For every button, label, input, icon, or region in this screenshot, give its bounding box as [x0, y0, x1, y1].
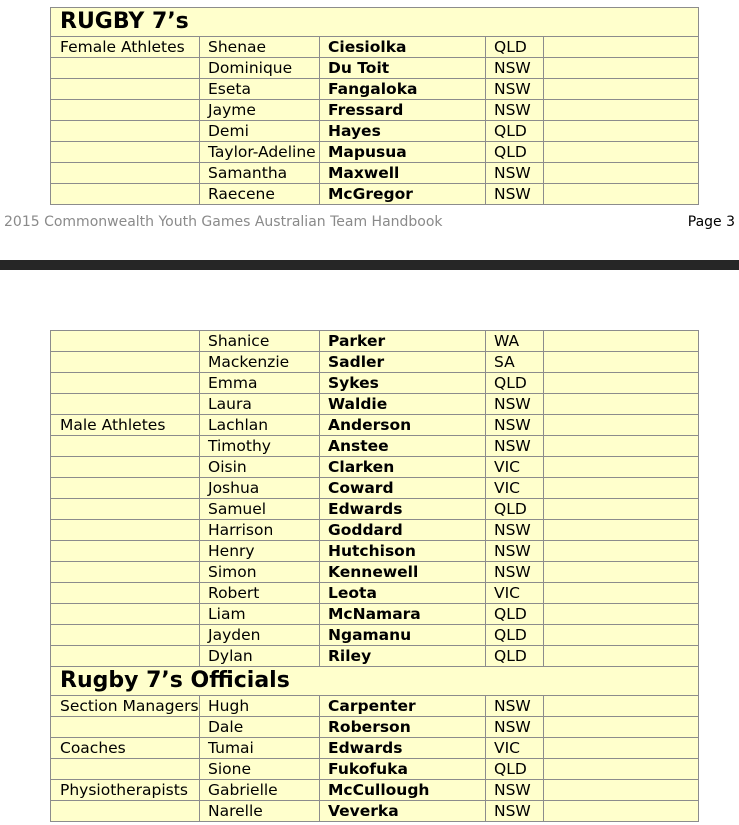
roster-row — [51, 163, 699, 184]
first-name: Dale — [200, 717, 320, 738]
state: QLD — [486, 37, 544, 58]
surname: Anstee — [320, 436, 486, 457]
roster-row — [51, 436, 699, 457]
roster-row — [51, 520, 699, 541]
state: QLD — [486, 142, 544, 163]
first-name: Narelle — [200, 801, 320, 822]
first-name: Jayden — [200, 625, 320, 646]
first-name: Robert — [200, 583, 320, 604]
surname: Clarken — [320, 457, 486, 478]
surname: Fangaloka — [320, 79, 486, 100]
state: NSW — [486, 780, 544, 801]
group-label: Physiotherapists — [51, 780, 200, 801]
surname: Hutchison — [320, 541, 486, 562]
state: NSW — [486, 541, 544, 562]
surname: Riley — [320, 646, 486, 667]
roster-row — [51, 499, 699, 520]
notes-cell — [544, 583, 699, 604]
roster-row — [51, 415, 699, 436]
state: NSW — [486, 79, 544, 100]
state: QLD — [486, 759, 544, 780]
first-name: Emma — [200, 373, 320, 394]
notes-cell — [544, 37, 699, 58]
group-label — [51, 58, 200, 79]
roster-row — [51, 394, 699, 415]
notes-cell — [544, 352, 699, 373]
group-label — [51, 163, 200, 184]
group-label — [51, 373, 200, 394]
state: QLD — [486, 646, 544, 667]
notes-cell — [544, 457, 699, 478]
notes-cell — [544, 373, 699, 394]
group-label — [51, 121, 200, 142]
roster-row — [51, 184, 699, 205]
surname: Goddard — [320, 520, 486, 541]
notes-cell — [544, 331, 699, 352]
surname: Carpenter — [320, 696, 486, 717]
surname: Waldie — [320, 394, 486, 415]
surname: Anderson — [320, 415, 486, 436]
notes-cell — [544, 184, 699, 205]
group-label — [51, 352, 200, 373]
group-label: Coaches — [51, 738, 200, 759]
group-label — [51, 604, 200, 625]
group-label — [51, 541, 200, 562]
state: NSW — [486, 520, 544, 541]
state: QLD — [486, 121, 544, 142]
state: NSW — [486, 801, 544, 822]
roster-row — [51, 738, 699, 759]
surname: Sykes — [320, 373, 486, 394]
surname: McCullough — [320, 780, 486, 801]
state: NSW — [486, 58, 544, 79]
officials-title: Rugby 7’s Officials — [51, 667, 699, 696]
roster-row — [51, 696, 699, 717]
surname: McGregor — [320, 184, 486, 205]
roster-row — [51, 625, 699, 646]
group-label — [51, 142, 200, 163]
roster-row — [51, 373, 699, 394]
state: NSW — [486, 415, 544, 436]
surname: Ngamanu — [320, 625, 486, 646]
section-title: RUGBY 7’s — [51, 8, 699, 37]
group-label — [51, 79, 200, 100]
state: QLD — [486, 499, 544, 520]
group-label — [51, 331, 200, 352]
roster-row — [51, 142, 699, 163]
notes-cell — [544, 696, 699, 717]
state: QLD — [486, 604, 544, 625]
group-label — [51, 457, 200, 478]
roster-row — [51, 121, 699, 142]
group-label — [51, 717, 200, 738]
first-name: Laura — [200, 394, 320, 415]
notes-cell — [544, 759, 699, 780]
first-name: Oisin — [200, 457, 320, 478]
group-label — [51, 583, 200, 604]
surname: Sadler — [320, 352, 486, 373]
notes-cell — [544, 738, 699, 759]
notes-cell — [544, 625, 699, 646]
group-label — [51, 562, 200, 583]
first-name: Dylan — [200, 646, 320, 667]
surname: Ciesiolka — [320, 37, 486, 58]
group-label — [51, 499, 200, 520]
roster-row — [51, 759, 699, 780]
first-name: Shenae — [200, 37, 320, 58]
surname: Veverka — [320, 801, 486, 822]
first-name: Gabrielle — [200, 780, 320, 801]
group-label — [51, 759, 200, 780]
notes-cell — [544, 415, 699, 436]
first-name: Samuel — [200, 499, 320, 520]
state: QLD — [486, 625, 544, 646]
first-name: Hugh — [200, 696, 320, 717]
notes-cell — [544, 801, 699, 822]
state: VIC — [486, 583, 544, 604]
surname: Fressard — [320, 100, 486, 121]
notes-cell — [544, 394, 699, 415]
notes-cell — [544, 100, 699, 121]
first-name: Tumai — [200, 738, 320, 759]
state: SA — [486, 352, 544, 373]
notes-cell — [544, 780, 699, 801]
notes-cell — [544, 646, 699, 667]
surname: Roberson — [320, 717, 486, 738]
surname: Coward — [320, 478, 486, 499]
notes-cell — [544, 541, 699, 562]
group-label — [51, 184, 200, 205]
first-name: Jayme — [200, 100, 320, 121]
roster-row — [51, 58, 699, 79]
first-name: Timothy — [200, 436, 320, 457]
first-name: Liam — [200, 604, 320, 625]
first-name: Raecene — [200, 184, 320, 205]
roster-row — [51, 100, 699, 121]
officials-heading-row — [51, 667, 699, 696]
state: NSW — [486, 100, 544, 121]
first-name: Taylor-Adeline — [200, 142, 320, 163]
rugby-roster-table-page-3 — [50, 7, 699, 205]
roster-row — [51, 37, 699, 58]
surname: Kennewell — [320, 562, 486, 583]
surname: Maxwell — [320, 163, 486, 184]
notes-cell — [544, 562, 699, 583]
roster-row — [51, 331, 699, 352]
first-name: Harrison — [200, 520, 320, 541]
surname: Edwards — [320, 499, 486, 520]
roster-row — [51, 478, 699, 499]
state: NSW — [486, 163, 544, 184]
group-label — [51, 436, 200, 457]
rugby-roster-table-page-4 — [50, 330, 699, 822]
roster-row — [51, 583, 699, 604]
group-label: Male Athletes — [51, 415, 200, 436]
roster-row — [51, 780, 699, 801]
notes-cell — [544, 499, 699, 520]
roster-row — [51, 541, 699, 562]
state: NSW — [486, 436, 544, 457]
group-label: Female Athletes — [51, 37, 200, 58]
state: NSW — [486, 184, 544, 205]
handbook-footer-title: 2015 Commonwealth Youth Games Australian Team Handbook — [4, 214, 443, 230]
section-heading-row — [51, 8, 699, 37]
state: NSW — [486, 717, 544, 738]
notes-cell — [544, 121, 699, 142]
surname: Du Toit — [320, 58, 486, 79]
first-name: Simon — [200, 562, 320, 583]
notes-cell — [544, 142, 699, 163]
state: VIC — [486, 457, 544, 478]
notes-cell — [544, 58, 699, 79]
first-name: Sione — [200, 759, 320, 780]
group-label — [51, 520, 200, 541]
first-name: Demi — [200, 121, 320, 142]
state: NSW — [486, 696, 544, 717]
roster-row — [51, 562, 699, 583]
notes-cell — [544, 717, 699, 738]
first-name: Dominique — [200, 58, 320, 79]
first-name: Lachlan — [200, 415, 320, 436]
group-label — [51, 646, 200, 667]
first-name: Mackenzie — [200, 352, 320, 373]
surname: Edwards — [320, 738, 486, 759]
surname: Fukofuka — [320, 759, 486, 780]
page-divider — [0, 260, 739, 270]
notes-cell — [544, 79, 699, 100]
surname: McNamara — [320, 604, 486, 625]
surname: Parker — [320, 331, 486, 352]
roster-row — [51, 457, 699, 478]
notes-cell — [544, 604, 699, 625]
page-number: Page 3 — [687, 214, 735, 230]
group-label: Section Managers — [51, 696, 200, 717]
state: NSW — [486, 394, 544, 415]
group-label — [51, 801, 200, 822]
roster-row — [51, 79, 699, 100]
state: VIC — [486, 478, 544, 499]
roster-row — [51, 646, 699, 667]
surname: Mapusua — [320, 142, 486, 163]
roster-row — [51, 717, 699, 738]
roster-row — [51, 604, 699, 625]
first-name: Joshua — [200, 478, 320, 499]
first-name: Samantha — [200, 163, 320, 184]
first-name: Eseta — [200, 79, 320, 100]
group-label — [51, 625, 200, 646]
notes-cell — [544, 520, 699, 541]
surname: Hayes — [320, 121, 486, 142]
state: WA — [486, 331, 544, 352]
group-label — [51, 478, 200, 499]
surname: Leota — [320, 583, 486, 604]
state: NSW — [486, 562, 544, 583]
first-name: Shanice — [200, 331, 320, 352]
group-label — [51, 394, 200, 415]
state: VIC — [486, 738, 544, 759]
group-label — [51, 100, 200, 121]
notes-cell — [544, 163, 699, 184]
notes-cell — [544, 478, 699, 499]
notes-cell — [544, 436, 699, 457]
roster-row — [51, 352, 699, 373]
state: QLD — [486, 373, 544, 394]
first-name: Henry — [200, 541, 320, 562]
roster-row — [51, 801, 699, 822]
